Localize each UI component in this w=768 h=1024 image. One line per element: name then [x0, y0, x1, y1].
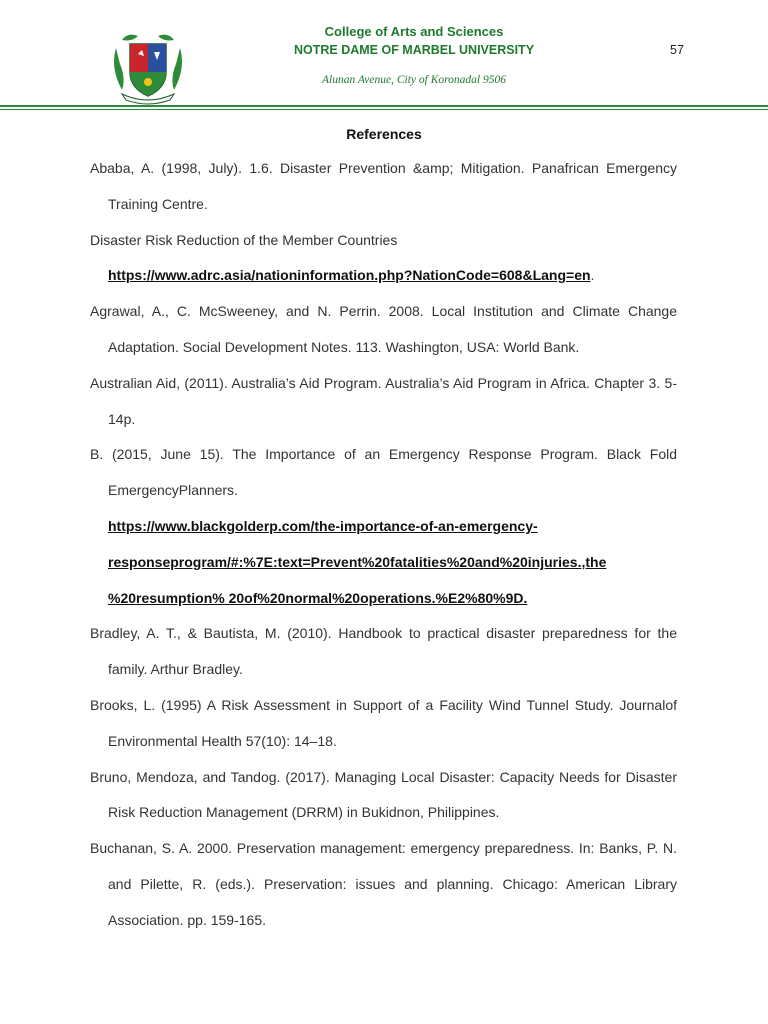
university-seal-icon — [108, 28, 188, 106]
reference-entry: Ababa, A. (1998, July). 1.6. Disaster Prevention &amp; Mitigation. Panafrican Emergency Training Centre. — [90, 160, 677, 212]
reference-entry: Brooks, L. (1995) A Risk Assessment in Support of a Facility Wind Tunnel Study. Journalof Environmental Health 57(10): 14–18. — [90, 696, 677, 749]
reference-entry: Bruno, Mendoza, and Tandog. (2017). Managing Local Disaster: Capacity Needs for Disaster Risk Reduction Management (DRRM) in Bukidnon, Philippines. — [90, 768, 677, 821]
references-list — [90, 151, 677, 939]
page-number: 57 — [670, 43, 684, 57]
university-address: Alunan Avenue, City of Koronadal 9506 — [322, 74, 506, 86]
header-rule-thin — [0, 109, 768, 110]
reference-entry: Agrawal, A., C. McSweeney, and N. Perrin. 2008. Local Institution and Climate Change Adaptation. Social Development Notes. 113. Washington, USA: World Bank. — [90, 303, 677, 355]
reference-link[interactable]: https://www.blackgolderp.com/the-importance-of-an-emergency-responseprogram/#:%7E:text=Prevent%20fatalities%20and%20injuries.,the %20resumption% 20of%20normal%20operations.%E2%80%9D. — [108, 517, 607, 606]
university-name: NOTRE DAME OF MARBEL UNIVERSITY — [293, 43, 535, 57]
reference-entry: B. (2015, June 15). The Importance of an Emergency Response Program. Black Fold EmergencyPlanners. https://www.blackgolderp.com/the-importance-of-an-emergency-responseprogram/#:%7E:text=Prevent%20fatalities%20and%20injuries.,the %20resumption% 20of%20normal%20operations.%E2%80%9D. — [90, 446, 677, 606]
reference-entry: Australian Aid, (2011). Australia’s Aid Program. Australia’s Aid Program in Africa. Chapter 3. 5-14p. — [90, 374, 677, 427]
reference-link[interactable]: https://www.adrc.asia/nationinformation.php?NationCode=608&Lang=en — [108, 267, 591, 284]
header-rule — [0, 105, 768, 107]
reference-entry: Buchanan, S. A. 2000. Preservation management: emergency preparedness. In: Banks, P. N. and Pilette, R. (eds.). Preservation: issues and planning. Chicago: American Library Association. pp. 159-165. — [90, 840, 677, 928]
reference-entry: Bradley, A. T., & Bautista, M. (2010). Handbook to practical disaster preparedness for the family. Arthur Bradley. — [90, 625, 677, 678]
page-header — [0, 0, 768, 112]
references-heading: References — [346, 126, 422, 142]
college-name: College of Arts and Sciences — [324, 24, 504, 39]
reference-entry: Disaster Risk Reduction of the Member Countries https://www.adrc.asia/nationinformation.php?NationCode=608&Lang=en. — [90, 231, 595, 284]
